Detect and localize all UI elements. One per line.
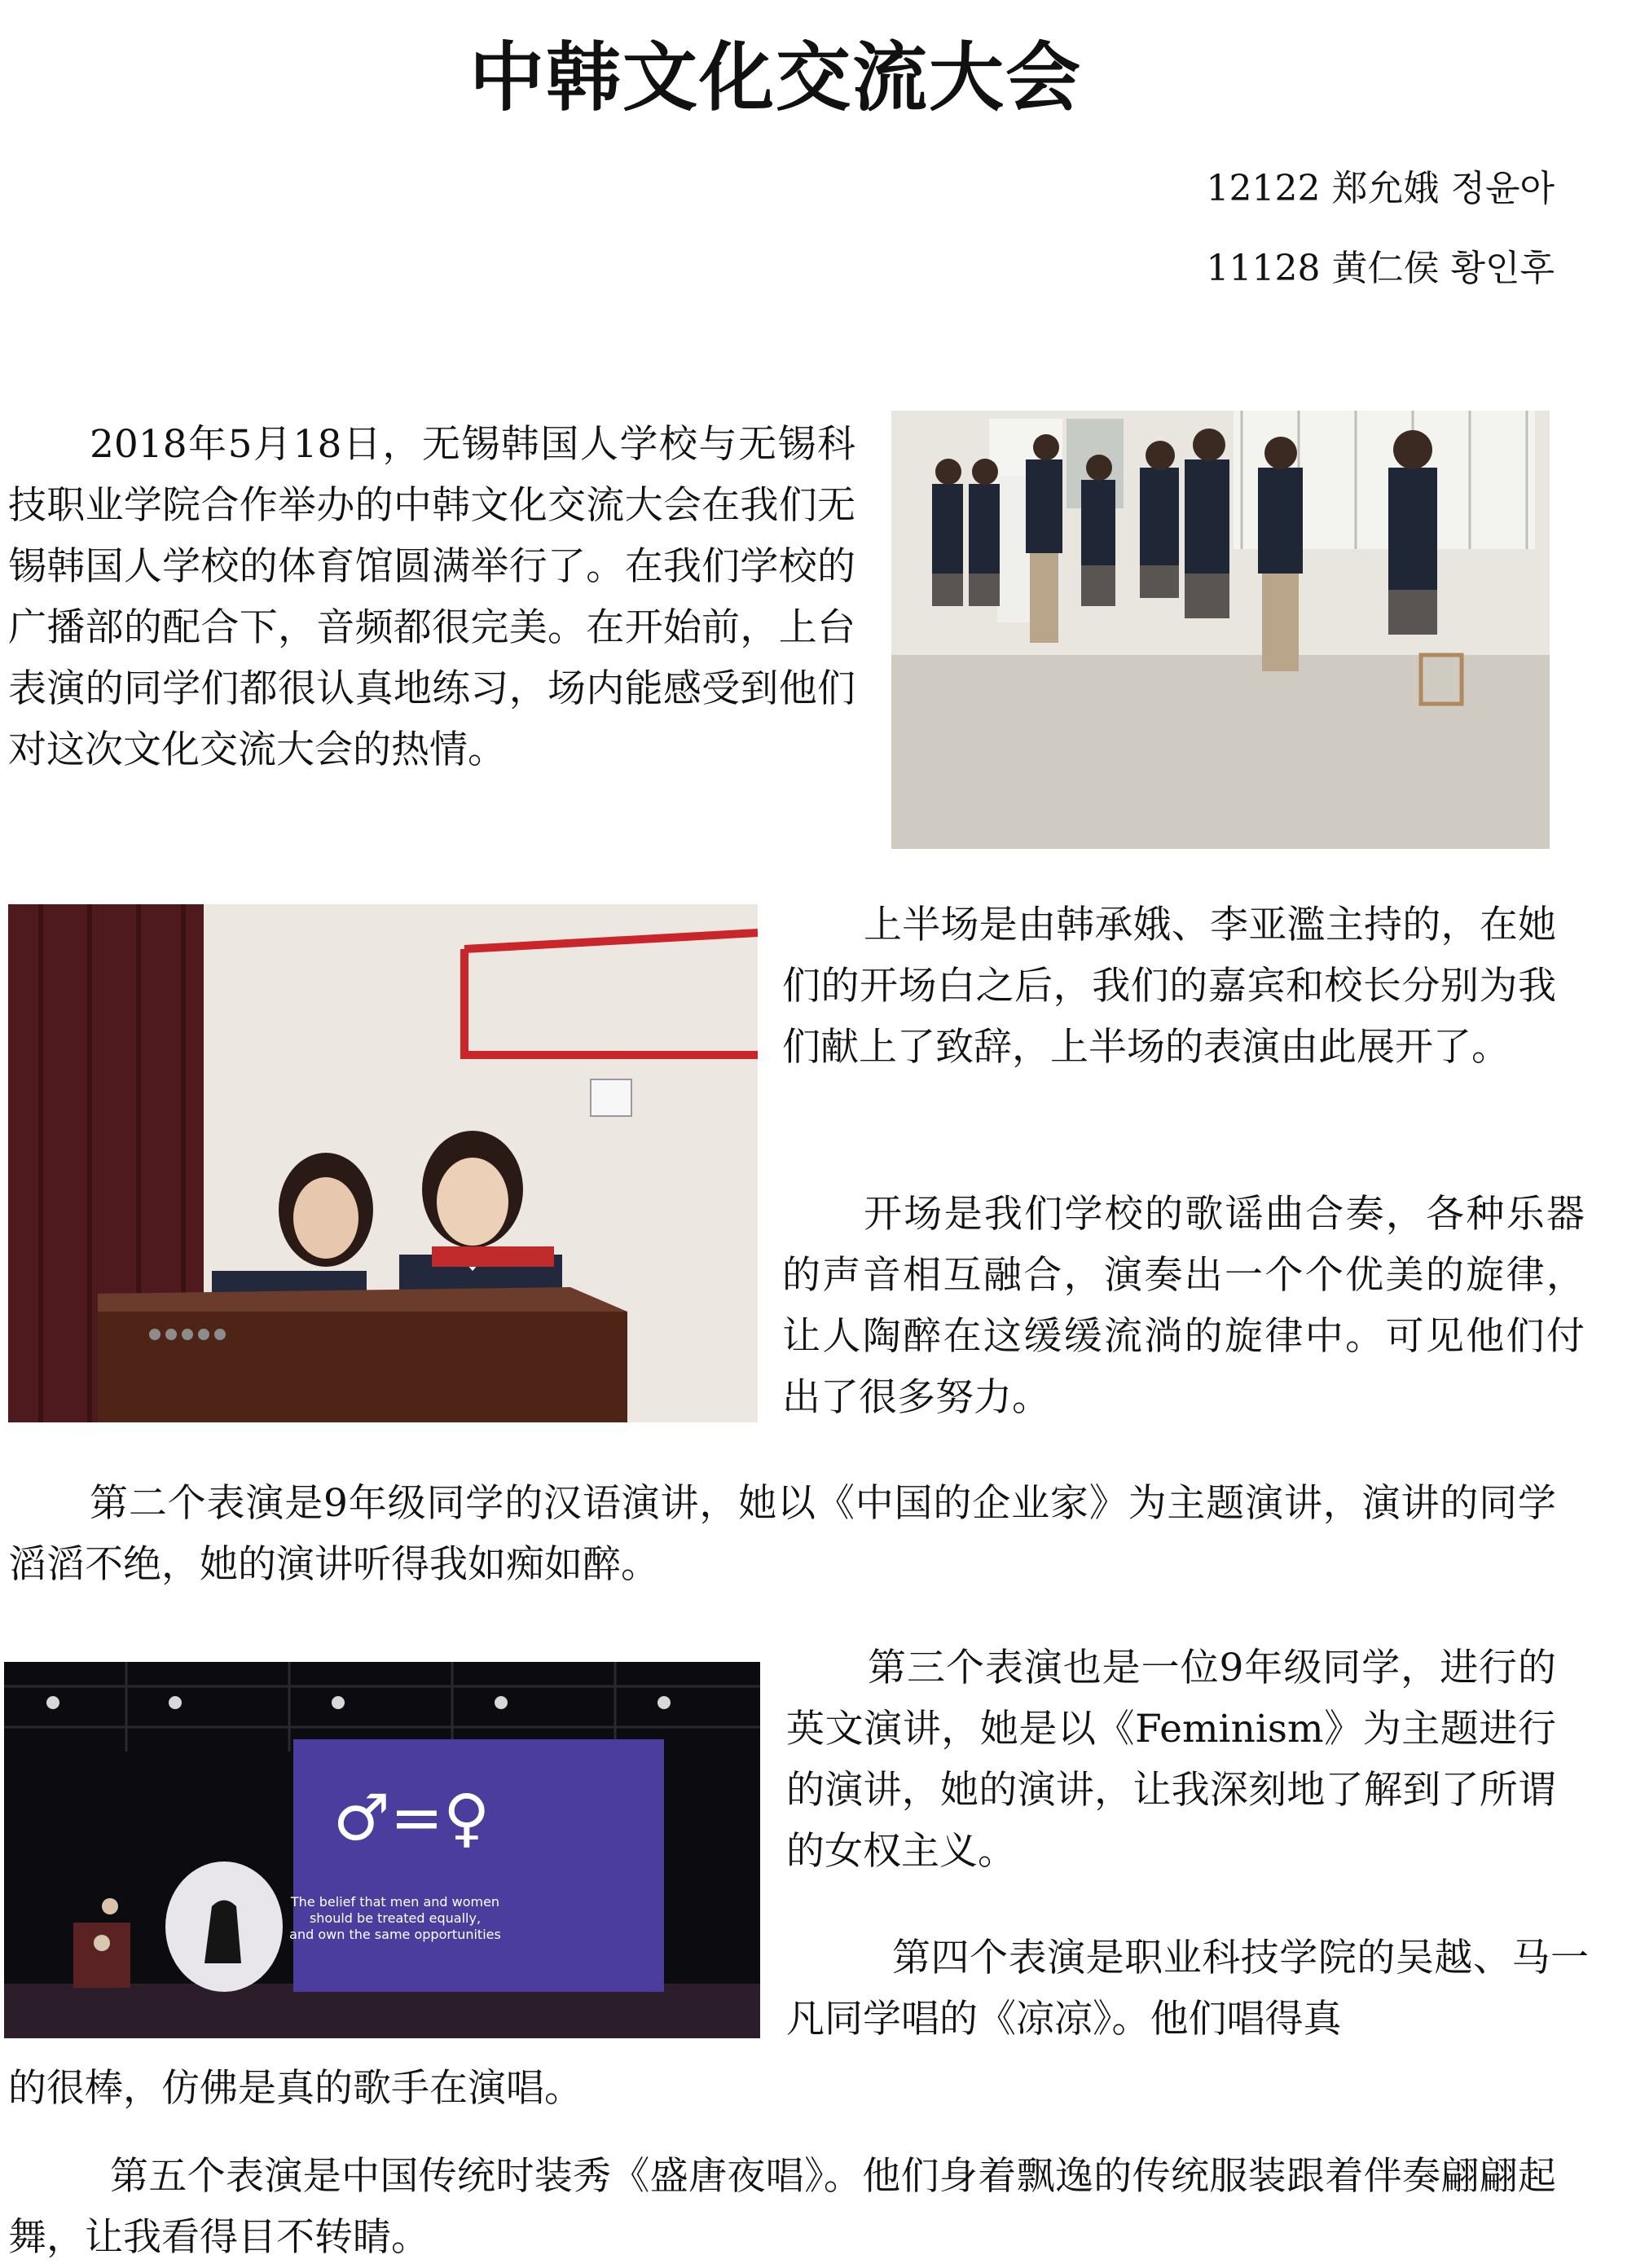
paragraph-song-part2: 的很棒，仿佛是真的歌手在演唱。 xyxy=(8,2066,583,2111)
photo-hosts xyxy=(8,904,758,1422)
paragraph-ensemble: 开场是我们学校的歌谣曲合奏，各种乐器的声音相互融合，演奏出一个个优美的旋律，让人陶醉在这缓缓流淌的旋律中。可见他们付出了很多努力。 xyxy=(782,1192,1585,1420)
paragraph-chinese-speech: 第二个表演是9年级同学的汉语演讲，她以《中国的企业家》为主题演讲，演讲的同学滔滔不绝，她的演讲听得我如痴如醉。 xyxy=(8,1481,1556,1587)
slide-text-line-3: and own the same opportunities xyxy=(289,1927,501,1942)
page-title: 中韩文化交流大会 xyxy=(468,34,1082,121)
slide-text-line-1: The belief that men and women xyxy=(290,1894,500,1910)
slide-text-line-2: should be treated equally, xyxy=(309,1910,482,1926)
photo-rehearsal xyxy=(891,411,1550,849)
slide-gender-symbol: ♂=♀ xyxy=(332,1782,490,1855)
paragraph-intro: 2018年5月18日，无锡韩国人学校与无锡科技职业学院合作举办的中韩文化交流大会在我们无锡韩国人学校的体育馆圆满举行了。在我们学校的广播部的配合下，音频都很完美。在开始前，上台表演的同学们都很认真地练习，场内能感受到他们对这次文化交流大会的热情。 xyxy=(8,422,855,772)
author-line-2: 11128 黄仁侯 황인후 xyxy=(1206,248,1555,289)
author-line-1: 12122 郑允娥 정윤아 xyxy=(1206,168,1555,209)
paragraph-fashion-show: 第五个表演是中国传统时装秀《盛唐夜唱》。他们身着飘逸的传统服装跟着伴奏翩翩起舞，让我看得目不转睛。 xyxy=(8,2154,1556,2260)
paragraph-hosts: 上半场是由韩承娥、李亚濫主持的，在她们的开场白之后，我们的嘉宾和校长分别为我们献上了致辞，上半场的表演由此展开了。 xyxy=(782,903,1556,1070)
paragraph-song-part1: 第四个表演是职业科技学院的吴越、马一凡同学唱的《凉凉》。他们唱得真 xyxy=(786,1936,1589,2042)
photo-english-speech xyxy=(4,1662,760,2038)
paragraph-english-speech: 第三个表演也是一位9年级同学，进行的英文演讲，她是以《Feminism》为主题进行的演讲，她的演讲，让我深刻地了解到了所谓的女权主义。 xyxy=(786,1646,1556,1874)
